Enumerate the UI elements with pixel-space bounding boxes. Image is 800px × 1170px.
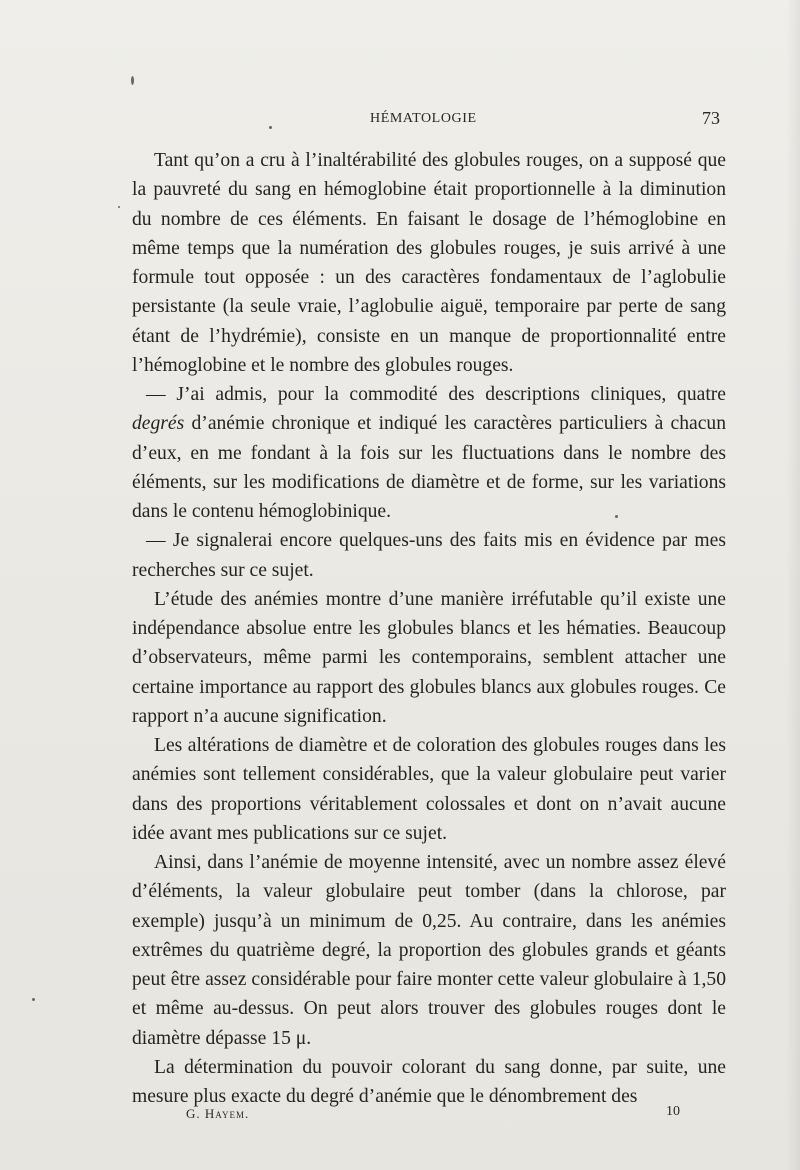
author-signature: G. Hayem. [186,1106,250,1121]
paragraph: — Je signalerai encore quelques-uns des faits mis en évidence par mes recherches sur ce sujet. [132,530,726,581]
emphasis-text: degrés [132,413,185,435]
paragraph-text: d’anémie chronique et indiqué les caractères particuliers à chacun d’eux, en me fondant à la fois sur les fluctuations dans le nombre des éléments, sur les modifications de diamètre et de forme, sur les variations dans le contenu hémoglobinique. [132,413,726,522]
ink-speck [118,206,120,208]
ink-speck [131,76,134,85]
page-number: 73 [702,108,720,128]
page-footer [186,1102,680,1124]
page-edge-shadow [786,0,800,1170]
running-head: HÉMATOLOGIE [370,111,477,126]
body-text [132,146,726,1111]
paragraph: L’étude des anémies montre d’une manière irréfutable qu’il existe une indépendance absolue entre les globules blancs et les hématies. Beaucoup d’observateurs, même parmi les contemporains, semblent attacher une certaine importance au rapport des globules blancs aux globules rouges. Ce rapport n’a aucune signification. [132,588,726,727]
page-header [130,108,720,132]
paragraph: Les altérations de diamètre et de coloration des globules rouges dans les anémies sont tellement considérables, que la valeur globulaire peut varier dans des proportions véritablement colossales et dont on n’avait aucune idée avant mes publications sur ce sujet. [132,735,726,844]
ink-speck [32,998,35,1001]
paragraph-text: — J’ai admis, pour la commodité des descriptions cliniques, quatre [146,384,726,405]
paragraph [132,380,726,526]
sheet-number: 10 [666,1104,680,1119]
paragraph: Ainsi, dans l’anémie de moyenne intensité, avec un nombre assez élevé d’éléments, la valeur globulaire peut tomber (dans la chlorose, par exemple) jusqu’à un minimum de 0,25. Au contraire, dans les anémies extrêmes du quatrième degré, la proportion des globules grands et géants peut être assez considérable pour faire monter cette valeur globulaire à 1,50 et même au-dessus. On peut alors trouver des globules rouges dont le diamètre dépasse 15 μ. [132,852,726,1049]
paragraph: Tant qu’on a cru à l’inaltérabilité des globules rouges, on a supposé que la pauvreté du sang en hémoglobine était proportionnelle à la diminution du nombre de ces éléments. En faisant le dosage de l’hémoglobine en même temps que la numération des globules rouges, je suis arrivé à une formule tout opposée : un des caractères fondamentaux de l’aglobulie persistante (la seule vraie, l’aglobulie aiguë, temporaire par perte de sang étant de l’hydrémie), consiste en un manque de proportionnalité entre l’hémoglobine et le nombre des globules rouges. [132,150,726,376]
paragraph: La détermination du pouvoir colorant du sang donne, par suite, une mesure plus exacte du degré d’anémie que le dénombrement des [132,1056,726,1107]
